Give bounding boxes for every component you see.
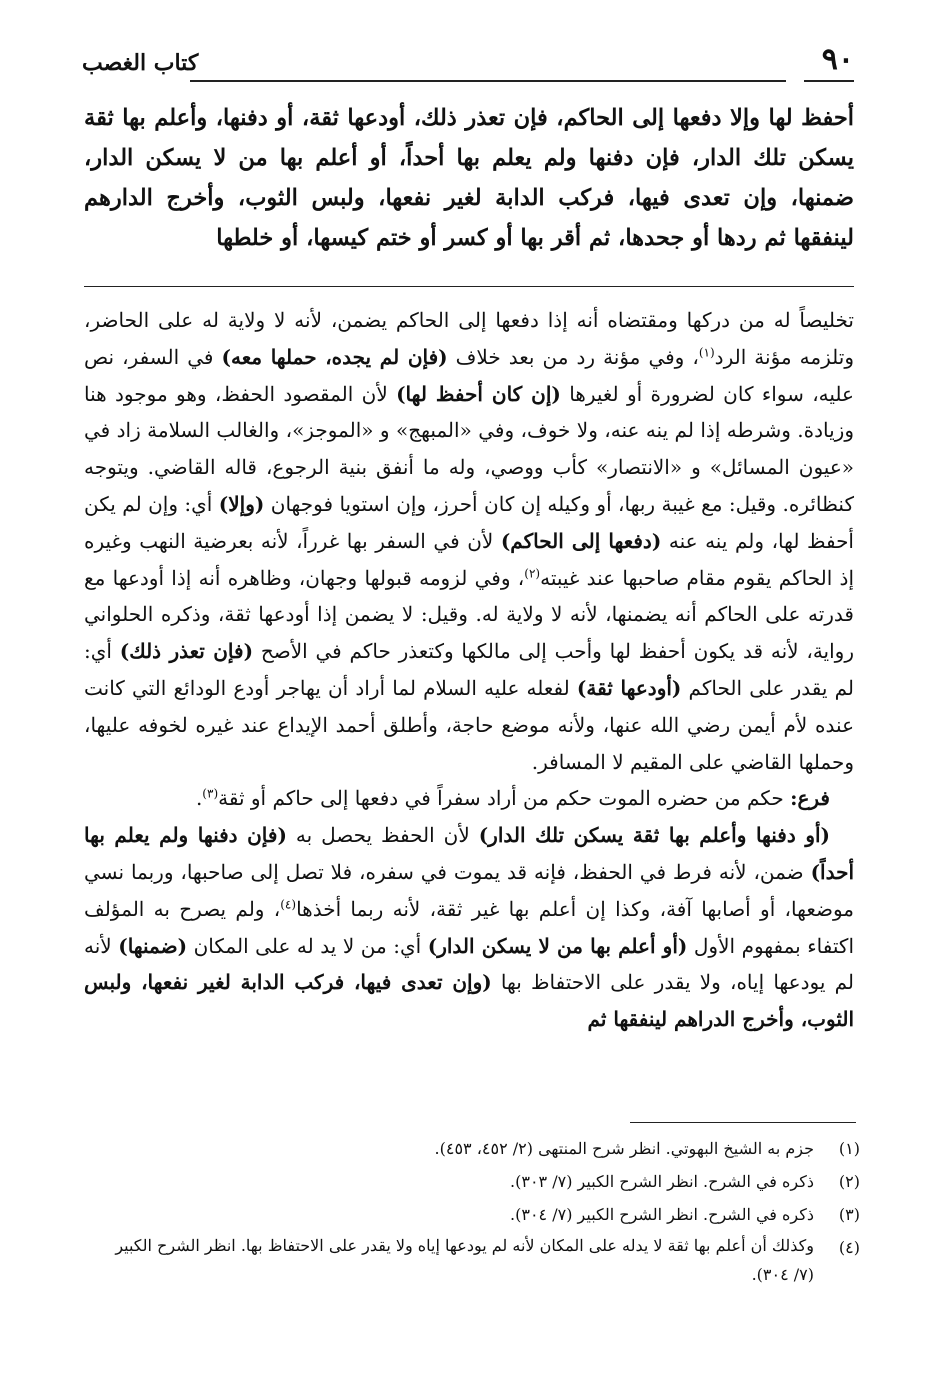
footnote: [100, 1165, 860, 1198]
page-header: [82, 42, 854, 82]
footnote-number: (٣): [838, 1205, 860, 1224]
footnote-text: جزم به الشيخ البهوتي. انظر شرح المنتهى (٢/ ٤٥٢، ٤٥٣).: [434, 1139, 814, 1158]
footnote-text: وكذلك أن أعلم بها ثقة لا يدله على المكان لأنه لم يودعها إياه ولا يقدر على الاحتفاظ بها. انظر الشرح الكبير (٧/ ٣٠٤).: [115, 1236, 814, 1284]
footnote: [100, 1231, 860, 1289]
chapter-title: كتاب الغصب: [82, 50, 199, 76]
main-text: أحفظ لها وإلا دفعها إلى الحاكم، فإن تعذر ذلك، أودعها ثقة، أو دفنها، وأعلم بها ثقة يسكن تلك الدار، فإن دفنها ولم يعلم بها أحداً، أو أعلم بها من لا يسكن الدار، ضمنها، وإن تعدى فيها، فركب الدابة لغير نفعها، ولبس الثوب، وأخرج الدارهم لينفقها ثم ردها أو جحدها، ثم أقر بها أو كسر أو ختم كيسها، أو خلطها: [84, 105, 854, 251]
header-rule: [82, 80, 854, 82]
footnotes-separator: [630, 1122, 856, 1123]
footnotes: [100, 1132, 860, 1289]
page-number: ٩٠: [821, 42, 854, 77]
footnote: [100, 1132, 860, 1165]
commentary-paragraph: (أو دفنها وأعلم بها ثقة يسكن تلك الدار) لأن الحفظ يحصل به (فإن دفنها ولم يعلم بها أحداً) ضمن، لأنه فرط في الحفظ، فإنه قد يموت في سفره، فلا تصل إلى صاحبها، وربما نسي موضعها، أو أصابها آفة، وكذا إن أعلم بها غير ثقة، لأنه ربما أخذها$^{(٤)}$، ولم يصرح به المؤلف اكتفاء بمفهوم الأول (أو أعلم بها من لا يسكن الدار) أي: من لا يد له على المكان (ضمنها) لأنه لم يودعها إياه، ولا يقدر على الاحتفاظ بها (وإن تعدى فيها، فركب الدابة لغير نفعها، ولبس الثوب، وأخرج الدراهم لينفقها ثم: [84, 823, 855, 1032]
footnote-number: (٤): [838, 1238, 860, 1257]
footnote-text: ذكره في الشرح. انظر الشرح الكبير (٧/ ٣٠٣).: [510, 1172, 814, 1191]
footnote-ref[interactable]: (٤): [280, 897, 297, 912]
footnote-number: (١): [838, 1139, 860, 1158]
commentary: [84, 302, 854, 1038]
footnote-number: (٢): [838, 1172, 860, 1191]
commentary-paragraph: فرع: حكم من حضره الموت حكم من أراد سفراً في دفعها إلى حاكم أو ثقة$^{(٣)}$.: [195, 786, 830, 811]
footnote: [100, 1198, 860, 1231]
footnote-ref[interactable]: (٢): [524, 565, 541, 580]
footnote-ref[interactable]: (١): [698, 345, 715, 360]
footnote-ref[interactable]: (٣): [202, 786, 219, 801]
matn-separator: [84, 286, 854, 287]
footnote-text: ذكره في الشرح. انظر الشرح الكبير (٧/ ٣٠٤).: [510, 1205, 814, 1224]
commentary-paragraph: تخليصاً له من دركها ومقتضاه أنه إذا دفعها إلى الحاكم يضمن، لأنه لا ولاية له على الحاضر، وتلزمه مؤنة الرد$^{(١)}$، وفي مؤنة رد من بعد خلاف (فإن لم يجده، حملها معه) في السفر، نص عليه، سواء كان لضرورة أو لغيرها (إن كان أحفظ لها) لأن المقصود الحفظ، وهو موجود هنا وزيادة. وشرطه إذا لم ينه عنه، ولا خوف، وفي «المبهج» و «الموجز»، والغالب السلامة زاد في «عيون المسائل» و «الانتصار» كأب ووصي، وله ما أنفق بنية الرجوع، قاله القاضي. ويتوجه كنظائره. وقيل: مع غيبة ربها، أو وكيله إن كان أحرز، وإن استويا فوجهان (وإلا) أي: وإن لم يكن أحفظ لها، ولم ينه عنه (دفعها إلى الحاكم) لأن في السفر بها غرراً، لأنه بعرضية النهب وغيره إذ الحاكم يقوم مقام صاحبها عند غيبته$^{(٢)}$، وفي لزومه قبولها وجهان، وظاهره أنه إذا أودعها مع قدرته على الحاكم أنه يضمنها، لأنه لا ولاية له. وقيل: لا يضمن إذا أودعها ثقة، وذكره الحلواني رواية، لأنه قد يكون أحفظ لها وأحب إلى مالكها وكتعذر حاكم في الأصح (فإن تعذر ذلك) أي: لم يقدر على الحاكم (أودعها ثقة) لفعله عليه السلام لما أراد أن يهاجر أودع الودائع التي كانت عنده لأم أيمن رضي الله عنها، ولأنه موضع حاجة، وأطلق أحمد الإيداع عند غيره لخوفه عليها، وحملها القاضي على المقيم لا المسافر.: [84, 308, 854, 774]
